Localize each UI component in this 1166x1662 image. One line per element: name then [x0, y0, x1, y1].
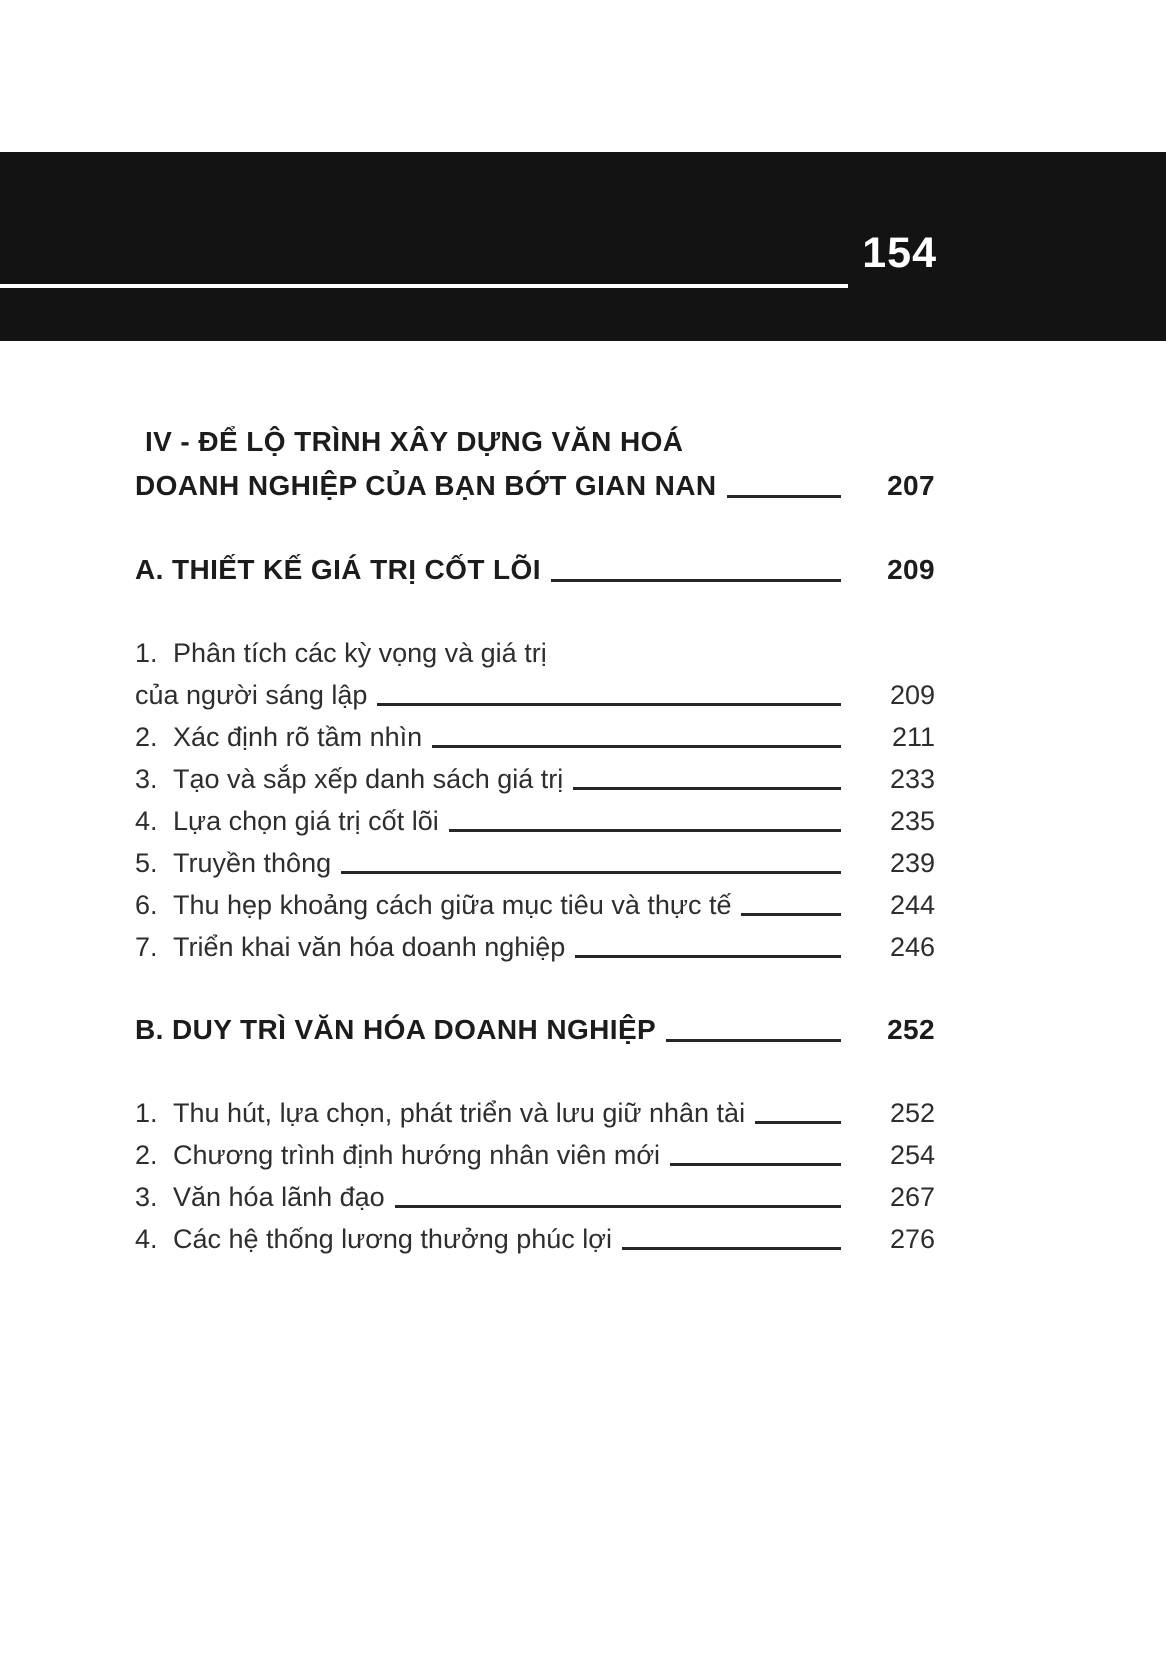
toc-item [135, 1134, 935, 1176]
chapter-title-line1: IV - ĐỂ LỘ TRÌNH XÂY DỰNG VĂN HOÁ [145, 426, 684, 457]
toc-item [135, 884, 935, 926]
toc-page-number: 209 [887, 554, 935, 585]
toc-page-number: 252 [887, 1014, 935, 1045]
toc-item-label: Văn hóa lãnh đạo [173, 1182, 385, 1212]
toc-item-number: 3. [135, 764, 158, 794]
toc-item-number: 7. [135, 932, 158, 962]
section-a-items [135, 632, 935, 968]
toc-item-number: 1. [135, 638, 158, 668]
toc-page-number: 209 [889, 680, 935, 710]
table-of-contents [135, 420, 935, 1260]
leader-line [331, 842, 857, 884]
toc-item [135, 800, 935, 842]
toc-item [135, 632, 935, 716]
toc-item-label-line2: của người sáng lập [135, 680, 368, 710]
chapter-title-line2: DOANH NGHIỆP CỦA BẠN BỚT GIAN NAN [135, 470, 717, 501]
section-b-heading [135, 1008, 935, 1052]
toc-item-number: 4. [135, 1224, 158, 1254]
toc-item-number: 1. [135, 1098, 158, 1128]
toc-item-number: 2. [135, 1140, 158, 1170]
toc-page-number: 207 [887, 470, 935, 501]
toc-item-label: Phân tích các kỳ vọng và giá trị [173, 638, 547, 668]
toc-item-label: Thu hút, lựa chọn, phát triển và lưu giữ nhân tài [173, 1098, 746, 1128]
toc-item-number: 3. [135, 1182, 158, 1212]
leader-line [367, 674, 857, 716]
leader-line [541, 548, 857, 592]
toc-item [135, 842, 935, 884]
toc-item-label: Thu hẹp khoảng cách giữa mục tiêu và thực tế [173, 890, 732, 920]
toc-item [135, 716, 935, 758]
leader-line [660, 1134, 857, 1176]
toc-item-label: Lựa chọn giá trị cốt lõi [173, 806, 439, 836]
toc-item [135, 1092, 935, 1134]
section-a-heading [135, 548, 935, 592]
toc-item-number: 5. [135, 848, 158, 878]
toc-item [135, 758, 935, 800]
toc-item-label: Chương trình định hướng nhân viên mới [173, 1140, 661, 1170]
header-rule [0, 284, 848, 288]
toc-page-number: 254 [889, 1140, 935, 1170]
toc-page-number: 276 [889, 1224, 935, 1254]
toc-item-number: 4. [135, 806, 158, 836]
leader-line [565, 926, 857, 968]
toc-page-number: 244 [889, 890, 935, 920]
leader-line [385, 1176, 857, 1218]
toc-page-number: 211 [891, 722, 935, 752]
leader-line [717, 464, 857, 508]
toc-item-number: 6. [135, 890, 158, 920]
toc-item-number: 2. [135, 722, 158, 752]
section-a-title: A. THIẾT KẾ GIÁ TRỊ CỐT LÕI [135, 554, 541, 585]
toc-page-number: 252 [889, 1098, 935, 1128]
toc-page-number: 235 [889, 806, 935, 836]
toc-item [135, 1176, 935, 1218]
chapter-title-line2-row [135, 464, 935, 508]
toc-page-number: 267 [889, 1182, 935, 1212]
toc-page-number: 233 [889, 764, 935, 794]
toc-page-number: 239 [889, 848, 935, 878]
page-header-band [0, 152, 1166, 341]
leader-line [745, 1092, 857, 1134]
toc-item [135, 1218, 935, 1260]
section-b-items [135, 1092, 935, 1260]
leader-line [612, 1218, 857, 1260]
leader-line [731, 884, 857, 926]
toc-item-label: Tạo và sắp xếp danh sách giá trị [173, 764, 564, 794]
leader-line [439, 800, 857, 842]
section-b-title: B. DUY TRÌ VĂN HÓA DOANH NGHIỆP [135, 1014, 657, 1045]
toc-item-label: Xác định rõ tầm nhìn [173, 722, 423, 752]
toc-item [135, 926, 935, 968]
toc-item-label: Truyền thông [173, 848, 332, 878]
page-number: 154 [862, 229, 937, 277]
toc-item-label: Triển khai văn hóa doanh nghiệp [173, 932, 566, 962]
leader-line [563, 758, 857, 800]
toc-item-label: Các hệ thống lương thưởng phúc lợi [173, 1224, 613, 1254]
leader-line [422, 716, 857, 758]
chapter-heading [135, 420, 935, 508]
leader-line [656, 1008, 857, 1052]
toc-page-number: 246 [889, 932, 935, 962]
